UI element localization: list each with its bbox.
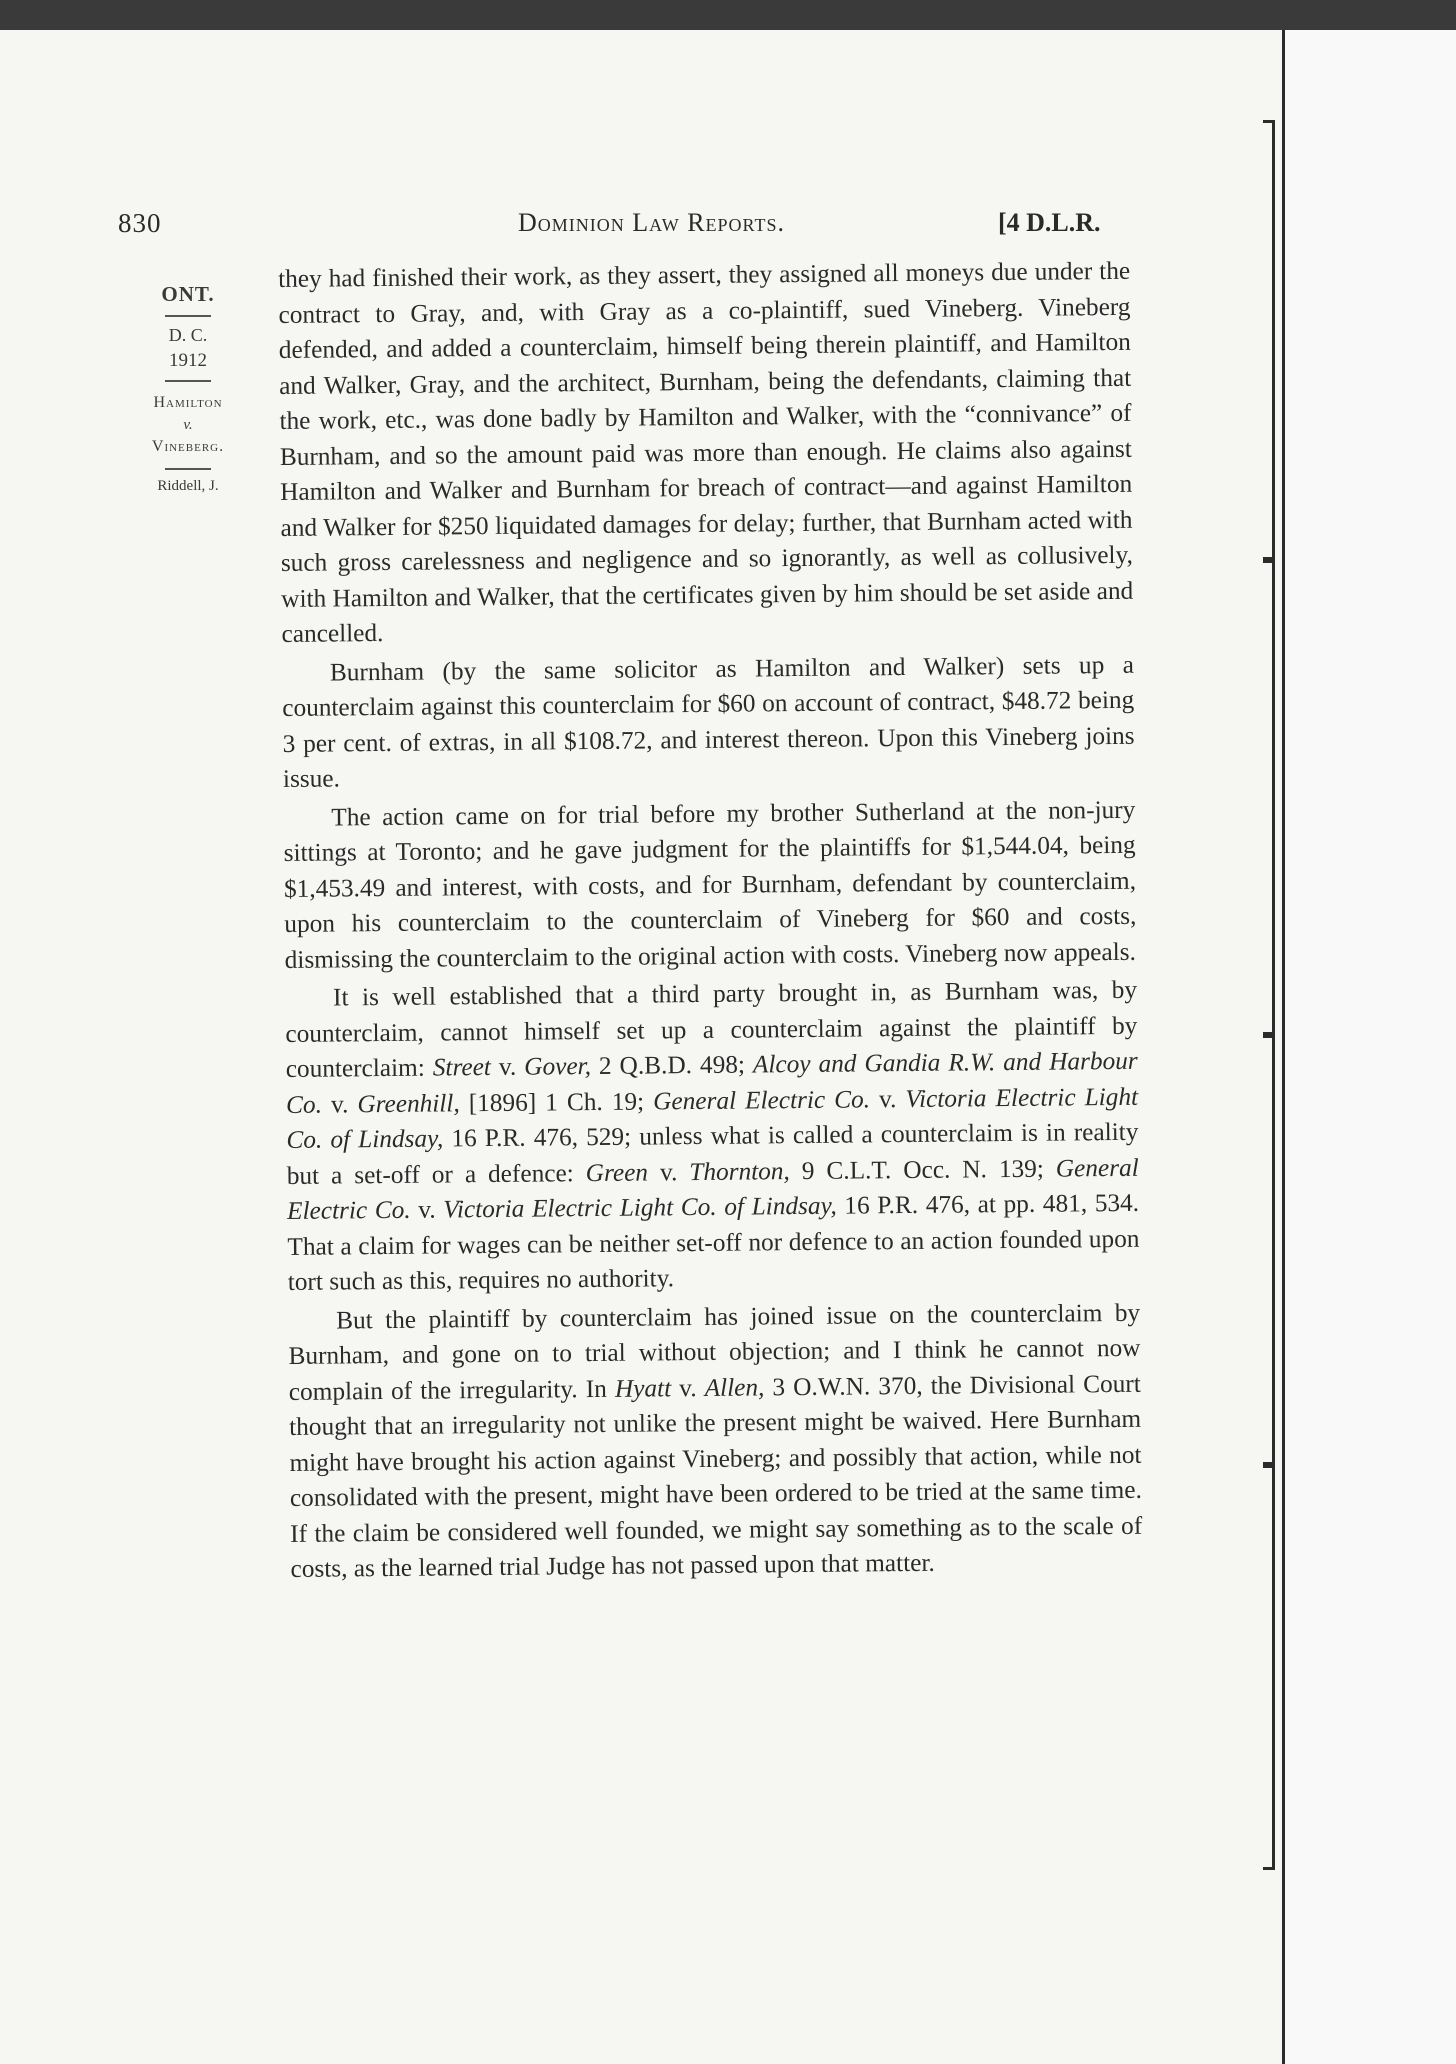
- text-run: v.: [647, 1157, 690, 1186]
- case-name: Gover,: [524, 1052, 592, 1081]
- text-run: 2 Q.B.D. 498;: [590, 1050, 754, 1081]
- paragraph: The action came on for trial before my brother Sutherland at the non-jury sittings at Toronto; and he gave judgment for the plaintiffs for $1,544.04, being $1,453.49 and interest, with costs, and for Burnham, defendant by counterclaim, upon his counterclaim to the counterclaim of Vineberg for $60 and costs, dismissing the counterclaim to the original action with costs. Vineberg now appeals.: [283, 795, 1137, 974]
- year: 1912: [169, 350, 207, 371]
- case-versus: v.: [183, 417, 193, 433]
- case-party-2: Vineberg.: [151, 438, 225, 455]
- margin-rule: [165, 315, 211, 317]
- margin-rule: [165, 380, 211, 382]
- margin-rule: [165, 468, 211, 470]
- paragraph: [288, 1295, 1143, 1587]
- page-number: 830: [118, 208, 162, 238]
- case-name: Allen,: [704, 1372, 765, 1402]
- text-run: v.: [410, 1195, 444, 1224]
- case-name: General Electric Co.: [653, 1084, 871, 1115]
- paragraph: Burnham (by the same solicitor as Hamilton and Walker) sets up a counterclaim against this counterclaim for $60 on account of contract, $48.72 being 3 per cent. of extras, in all $108.72, and interest thereon. Upon this Vineberg joins issue.: [282, 650, 1135, 793]
- binding-bracket: [1272, 560, 1275, 1035]
- book-gutter: [1282, 30, 1456, 2064]
- case-name: Alcoy and Gandia R.W. and Harbour Co.: [285, 1046, 1138, 1119]
- judgment-text: [278, 254, 1143, 1588]
- volume-reference: [4 D.L.R.: [998, 208, 1101, 237]
- text-run: v.: [490, 1052, 525, 1081]
- text-run: 9 C.L.T. Occ. N. 139;: [789, 1154, 1056, 1185]
- case-name: Thornton,: [689, 1156, 790, 1186]
- case-name: Hyatt: [614, 1373, 672, 1403]
- case-party-1: Hamilton: [153, 394, 223, 411]
- text-run: 3 O.W.N. 370, the Divisional Court thought that an irregularity not unlike the present might be waived. Here Burnham might have brought his action against Vineberg; and possibly that action, while not consolidated with the present, might have been ordered to be tried at the same time. If the claim be considered well founded, we might say something as to the scale of costs, as the learned trial Judge has not passed upon that matter.: [289, 1369, 1143, 1583]
- running-header: [118, 208, 1118, 248]
- scan-top-border: [0, 0, 1456, 30]
- paragraph: [285, 973, 1140, 1301]
- text-run: 16 P.R. 476, 529; unless what is called a counterclaim is in reality but a set-off or a defence:: [286, 1117, 1139, 1190]
- page-edge-line: [1282, 30, 1285, 2064]
- text-run: But the plaintiff by counterclaim has joined issue on the counterclaim by Burnham, and gone on to trial without objection; and I think he cannot now complain of the irregularity. In: [288, 1298, 1141, 1406]
- margin-note: [128, 282, 248, 495]
- running-title: Dominion Law Reports.: [518, 208, 785, 237]
- case-name: Greenhill,: [357, 1088, 460, 1118]
- judge: Riddell, J.: [157, 478, 219, 494]
- binding-bracket: [1272, 1035, 1275, 1465]
- case-name: Green: [585, 1157, 649, 1187]
- binding-bracket: [1272, 1465, 1275, 1870]
- text-run: [1896] 1 Ch. 19;: [459, 1086, 654, 1117]
- text-run: v.: [869, 1084, 906, 1113]
- jurisdiction: ONT.: [161, 282, 215, 306]
- court: D. C.: [168, 325, 208, 345]
- binding-bracket: [1272, 120, 1275, 560]
- text-run: 16 P.R. 476, at pp. 481, 534. That a claim for wages can be neither set-off nor defence to an action founded upon tort such as this, requires no authority.: [287, 1188, 1140, 1296]
- case-name: General Electric Co.: [286, 1153, 1139, 1225]
- text-run: v.: [671, 1373, 705, 1402]
- case-name: Street: [432, 1052, 492, 1082]
- case-name: Victoria Electric Light Co. of Lindsay,: [443, 1191, 837, 1224]
- text-run: It is well established that a third party brought in, as Burnham was, by counterclaim, cannot himself set up a counterclaim against the plaintiff by counterclaim:: [285, 975, 1138, 1083]
- case-name: Victoria Electric Light Co. of Lindsay,: [286, 1082, 1139, 1154]
- text-run: v.: [321, 1089, 358, 1119]
- paragraph: they had finished their work, as they assert, they assigned all moneys due under the contract to Gray, and, with Gray as a co-plaintiff, sued Vineberg. Vineberg defended, and added a counterclaim, himself being therein plaintiff, and Hamilton and Walker, Gray, and the architect, Burnham, being the defendants, claiming that the work, etc., was done badly by Hamilton and Walker, with the “connivance” of Burnham, and so the amount paid was more than enough. He claims also against Hamilton and Walker and Burnham for breach of contract—and against Hamilton and Walker for $250 liquidated damages for delay; further, that Burnham acted with such gross carelessness and negligence and so ignorantly, as well as collusively, with Hamilton and Walker, that the certificates given by him should be set aside and cancelled.: [278, 256, 1134, 648]
